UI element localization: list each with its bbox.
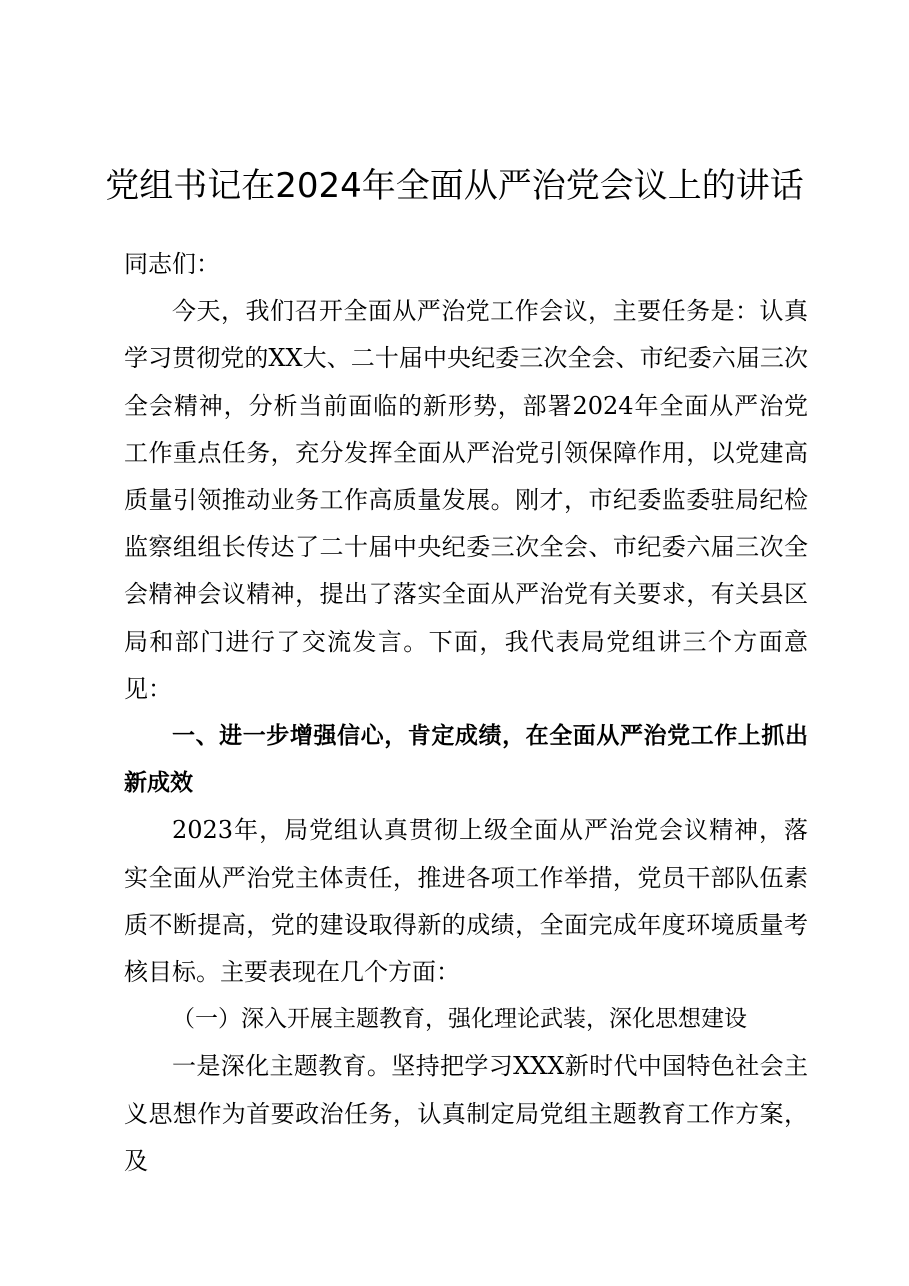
subsection-1-heading: （一）深入开展主题教育，强化理论武装，深化思想建设 bbox=[172, 1006, 747, 1033]
subsection-1-paragraph: 一是深化主题教育。坚持把学习XXX新时代中国特色社会主义思想作为首要政治任务，认真制定局党组主题教育工作方案，及 bbox=[124, 1052, 808, 1175]
salutation: 同志们： bbox=[124, 250, 220, 278]
section-1-heading: 一、进一步增强信心，肯定成绩，在全面从严治党工作上抓出新成效 bbox=[124, 723, 808, 797]
document-title: 党组书记在2024年全面从严治党会议上的讲话 bbox=[105, 166, 804, 206]
section-1-paragraph: 2023年，局党组认真贯彻上级全面从严治党会议精神，落实全面从严治党主体责任，推进各项工作举措，党员干部队伍素质不断提高，党的建设取得新的成绩，全面完成年度环境质量考核目标。主要表现在几个方面： bbox=[124, 816, 808, 987]
intro-paragraph: 今天，我们召开全面从严治党工作会议，主要任务是：认真学习贯彻党的XX大、二十届中央纪委三次全会、市纪委六届三次全会精神，分析当前面临的新形势，部署2024年全面从严治党工作重点任务，充分发挥全面从严治党引领保障作用，以党建高质量引领推动业务工作高质量发展。刚才，市纪委监委驻局纪检监察组组长传达了二十届中央纪委三次全会、市纪委六届三次全会精神会议精神，提出了落实全面从严治党有关要求，有关县区局和部门进行了交流发言。下面，我代表局党组讲三个方面意见： bbox=[124, 297, 808, 703]
document-body bbox=[124, 241, 808, 1185]
